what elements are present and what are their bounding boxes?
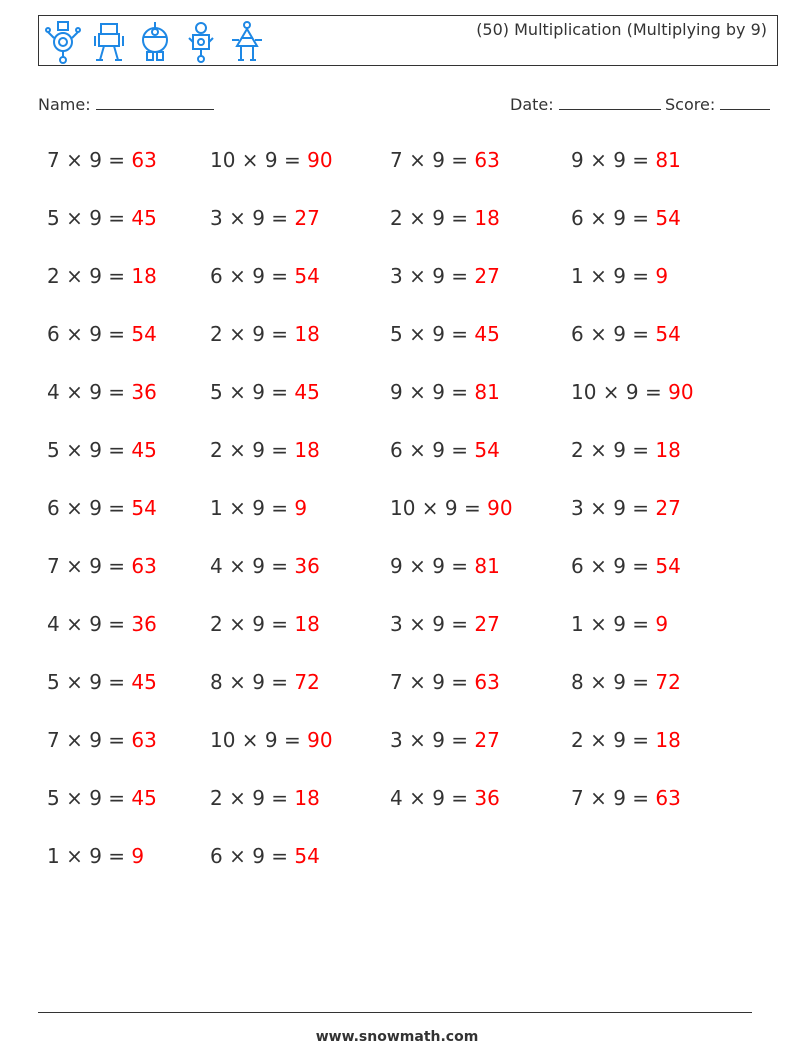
problem-item (390, 148, 500, 172)
name-blank[interactable] (96, 93, 214, 110)
problem-answer: 45 (294, 380, 320, 404)
worksheet-title: (50) Multiplication (Multiplying by 9) (476, 20, 767, 39)
problem-item (390, 670, 500, 694)
problem-answer: 36 (131, 380, 157, 404)
problem-question: 6 × 9 = (390, 438, 469, 462)
header-box (38, 15, 778, 66)
problem-item (47, 206, 157, 230)
problem-answer: 27 (474, 728, 500, 752)
problem-question: 7 × 9 = (390, 670, 469, 694)
date-blank[interactable] (559, 93, 661, 110)
problem-item (47, 786, 157, 810)
problem-question: 10 × 9 = (210, 728, 301, 752)
problem-item (390, 496, 513, 520)
problem-item (47, 496, 157, 520)
problem-answer: 18 (131, 264, 157, 288)
problem-item (571, 728, 681, 752)
score-blank[interactable] (720, 93, 770, 110)
problem-question: 5 × 9 = (47, 786, 126, 810)
name-label: Name: (38, 95, 91, 114)
problem-answer: 36 (131, 612, 157, 636)
problem-answer: 9 (655, 264, 669, 288)
problem-answer: 9 (655, 612, 669, 636)
problem-item (47, 844, 144, 868)
problem-question: 6 × 9 = (47, 322, 126, 346)
problem-question: 4 × 9 = (47, 612, 126, 636)
problem-answer: 45 (131, 670, 157, 694)
problem-answer: 63 (131, 728, 157, 752)
robot-1-icon (45, 20, 81, 64)
problem-answer: 72 (294, 670, 320, 694)
problem-item (571, 148, 681, 172)
name-field[interactable] (38, 93, 214, 114)
problem-item (571, 380, 694, 404)
problem-question: 10 × 9 = (210, 148, 301, 172)
problem-question: 6 × 9 = (210, 264, 289, 288)
problem-item (47, 728, 157, 752)
problem-item (210, 322, 320, 346)
problem-answer: 90 (307, 148, 333, 172)
problem-answer: 18 (655, 438, 681, 462)
problem-question: 5 × 9 = (47, 438, 126, 462)
problem-answer: 63 (131, 148, 157, 172)
date-label: Date: (510, 95, 554, 114)
problem-item (210, 148, 333, 172)
problem-item (47, 670, 157, 694)
problem-answer: 18 (474, 206, 500, 230)
problem-answer: 63 (655, 786, 681, 810)
robot-2-icon (91, 20, 127, 64)
problem-answer: 27 (474, 264, 500, 288)
problem-answer: 45 (131, 206, 157, 230)
problem-answer: 81 (474, 554, 500, 578)
problem-answer: 63 (474, 148, 500, 172)
problem-answer: 27 (474, 612, 500, 636)
problem-item (390, 264, 500, 288)
problem-answer: 63 (474, 670, 500, 694)
problem-question: 6 × 9 = (571, 554, 650, 578)
date-field[interactable] (510, 93, 661, 114)
problem-answer: 90 (668, 380, 694, 404)
problem-question: 7 × 9 = (47, 148, 126, 172)
problem-question: 3 × 9 = (390, 612, 469, 636)
problem-item (390, 322, 500, 346)
problem-question: 3 × 9 = (390, 728, 469, 752)
robot-3-icon (137, 20, 173, 64)
problem-question: 6 × 9 = (571, 206, 650, 230)
problem-item (47, 380, 157, 404)
problem-answer: 18 (294, 786, 320, 810)
problem-answer: 54 (294, 264, 320, 288)
problem-answer: 81 (474, 380, 500, 404)
problem-answer: 45 (131, 438, 157, 462)
robot-4-icon (183, 20, 219, 64)
problem-question: 4 × 9 = (390, 786, 469, 810)
problem-item (390, 612, 500, 636)
problem-item (210, 554, 320, 578)
problem-answer: 45 (131, 786, 157, 810)
problem-item (571, 786, 681, 810)
problem-item (210, 786, 320, 810)
footer-divider (38, 1012, 752, 1013)
problem-item (210, 670, 320, 694)
robot-5-icon (229, 20, 265, 64)
problem-item (390, 728, 500, 752)
problem-question: 4 × 9 = (210, 554, 289, 578)
problem-question: 10 × 9 = (390, 496, 481, 520)
problem-item (571, 496, 681, 520)
problem-item (390, 438, 500, 462)
problem-answer: 18 (294, 612, 320, 636)
problem-question: 7 × 9 = (571, 786, 650, 810)
problem-question: 9 × 9 = (390, 554, 469, 578)
problem-item (210, 612, 320, 636)
problem-question: 2 × 9 = (47, 264, 126, 288)
problem-answer: 90 (487, 496, 513, 520)
problem-item (210, 380, 320, 404)
problem-question: 5 × 9 = (47, 206, 126, 230)
problem-question: 5 × 9 = (390, 322, 469, 346)
problem-item (571, 322, 681, 346)
problem-item (210, 264, 320, 288)
problem-answer: 81 (655, 148, 681, 172)
problem-item (390, 380, 500, 404)
problem-question: 10 × 9 = (571, 380, 662, 404)
problem-question: 7 × 9 = (47, 554, 126, 578)
problem-answer: 54 (131, 322, 157, 346)
score-label: Score: (665, 95, 716, 114)
problem-answer: 36 (294, 554, 320, 578)
problem-question: 4 × 9 = (47, 380, 126, 404)
problem-item (210, 844, 320, 868)
problem-item (390, 206, 500, 230)
problem-item (210, 496, 307, 520)
problem-question: 7 × 9 = (47, 728, 126, 752)
problem-question: 6 × 9 = (571, 322, 650, 346)
problem-answer: 72 (655, 670, 681, 694)
problem-question: 1 × 9 = (210, 496, 289, 520)
problem-item (210, 728, 333, 752)
score-field[interactable] (665, 93, 770, 114)
problem-answer: 18 (655, 728, 681, 752)
problem-item (571, 670, 681, 694)
problem-answer: 90 (307, 728, 333, 752)
problem-item (47, 148, 157, 172)
problem-item (571, 554, 681, 578)
problem-answer: 27 (294, 206, 320, 230)
problem-question: 1 × 9 = (571, 264, 650, 288)
problem-item (571, 438, 681, 462)
problem-item (47, 264, 157, 288)
problem-answer: 9 (131, 844, 145, 868)
problem-question: 2 × 9 = (210, 438, 289, 462)
problem-question: 6 × 9 = (47, 496, 126, 520)
problem-question: 8 × 9 = (210, 670, 289, 694)
problem-question: 3 × 9 = (210, 206, 289, 230)
problem-question: 2 × 9 = (210, 322, 289, 346)
problem-question: 5 × 9 = (47, 670, 126, 694)
problem-item (390, 554, 500, 578)
problem-answer: 27 (655, 496, 681, 520)
problem-item (390, 786, 500, 810)
robot-icons (45, 20, 265, 64)
problem-question: 1 × 9 = (47, 844, 126, 868)
problem-answer: 54 (294, 844, 320, 868)
problem-item (47, 322, 157, 346)
problem-answer: 9 (294, 496, 308, 520)
problem-answer: 18 (294, 438, 320, 462)
problem-answer: 54 (131, 496, 157, 520)
problem-item (47, 554, 157, 578)
problem-answer: 54 (474, 438, 500, 462)
problem-question: 3 × 9 = (390, 264, 469, 288)
problem-item (571, 264, 668, 288)
problem-item (210, 438, 320, 462)
footer-url: www.snowmath.com (315, 1029, 479, 1045)
problem-answer: 36 (474, 786, 500, 810)
problem-question: 1 × 9 = (571, 612, 650, 636)
problem-question: 9 × 9 = (390, 380, 469, 404)
problem-item (47, 612, 157, 636)
problem-item (571, 612, 668, 636)
problem-question: 2 × 9 = (571, 438, 650, 462)
problem-answer: 45 (474, 322, 500, 346)
problem-item (571, 206, 681, 230)
problem-question: 7 × 9 = (390, 148, 469, 172)
problem-item (210, 206, 320, 230)
problem-question: 6 × 9 = (210, 844, 289, 868)
problem-question: 2 × 9 = (210, 612, 289, 636)
problem-item (47, 438, 157, 462)
problem-answer: 54 (655, 322, 681, 346)
problem-question: 2 × 9 = (390, 206, 469, 230)
problem-answer: 63 (131, 554, 157, 578)
problem-question: 3 × 9 = (571, 496, 650, 520)
problem-question: 5 × 9 = (210, 380, 289, 404)
problem-question: 9 × 9 = (571, 148, 650, 172)
problem-answer: 54 (655, 206, 681, 230)
problem-answer: 18 (294, 322, 320, 346)
problem-question: 2 × 9 = (210, 786, 289, 810)
problem-answer: 54 (655, 554, 681, 578)
problem-question: 8 × 9 = (571, 670, 650, 694)
problem-question: 2 × 9 = (571, 728, 650, 752)
